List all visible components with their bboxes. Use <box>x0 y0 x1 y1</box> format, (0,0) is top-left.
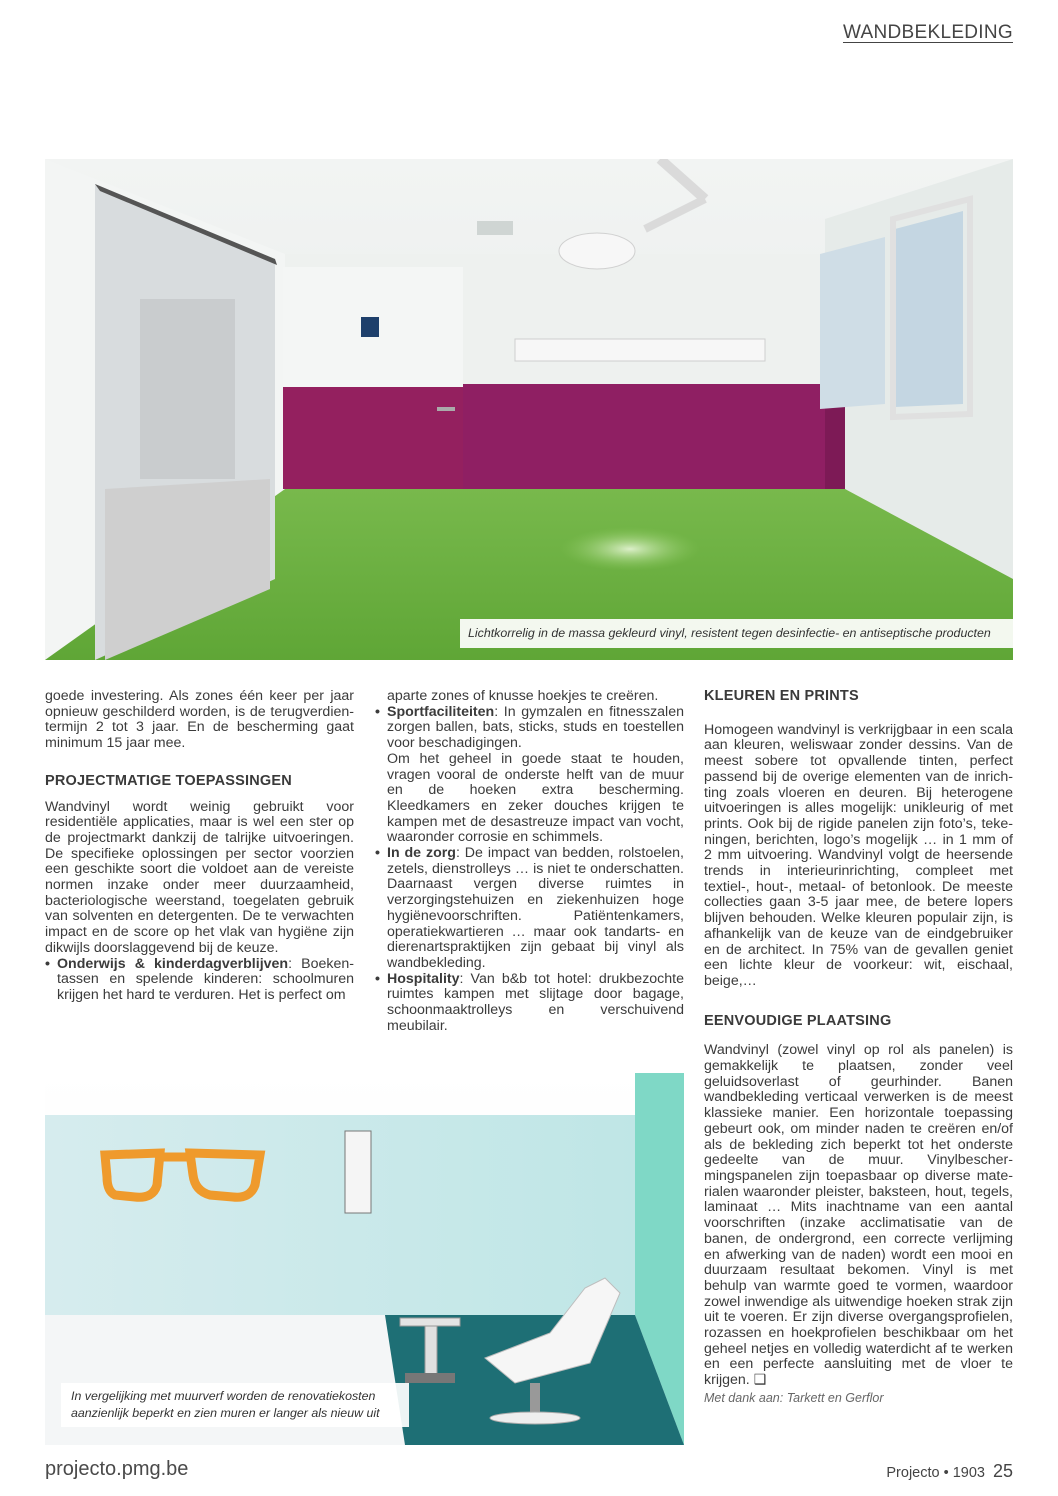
caption-line-1: In vergelijking met muurverf worden de renovatiekosten <box>71 1389 376 1403</box>
caption-line-2: aanzienlijk beperkt en zien muren er langer als nieuw uit <box>71 1406 380 1420</box>
paragraph-projectmatige: Wandvinyl wordt weinig gebruikt voor residentiële applicaties, maar is wel een ster op de projectmarkt dankzij de talrijke uitvoeringen. De specifieke oplossingen per sector voorzien een geschikte soort die voldoet aan de vereiste normen inzake onder meer duurzaamheid, bacteriologische weerstand, toegelaten gebruik van solventen en detergenten. De te verwachten impact en de score op het vlak van hygiëne zijn dikwijls doorslaggevend bij de keuze. <box>45 798 354 956</box>
bullet-title: Hospitality <box>387 970 460 987</box>
section-title: WANDBEKLEDING <box>842 22 1013 43</box>
paragraph-plaatsing <box>704 1043 1013 1388</box>
column-1 <box>45 689 354 1004</box>
operating-room-illustration <box>45 159 1013 660</box>
paragraph-intro: goede investering. Als zones één keer per jaar opnieuw geschilderd worden, is de terugverdientermijn 2 tot 3 jaar. En de bescherming gaat minimum 15 jaar mee. <box>45 688 354 752</box>
paragraph-sport: Om het geheel in goede staat te houden, vragen vooral de onderste helft van de muur en de hoeken extra bescherming. Kleedkamers en zeker douches krijgen te kampen met de desastreuze impact van vocht, waaronder corrosie en schimmels. <box>387 750 684 846</box>
column-3 <box>704 689 1013 1407</box>
footer-url-link[interactable]: projecto.pmg.be <box>45 1458 189 1480</box>
photo-operating-room <box>45 159 1013 660</box>
paragraph-plaatsing-text: Wandvinyl (zowel vinyl op rol als panelen) is gemakkelijk te plaatsen, zonder veel geluidsoverlast of geurhinder. Banen wandbekleding verticaal verwerken is de meest klassieke manier. Een horizontale toepassing gebeurt ook, om minder naden te creëren en/of als de bekleding zich beperkt tot het onderste gedeelte van de muur. Vinylbeschermingspanelen zijn toepasbaar op diverse materialen waaronder pleister, baksteen, hout, tegels, laminaat … Mits inachtname van een aantal voorschriften (inzake acclimatisatie van de banen, de ondergrond, een correcte verlijming en afwerking van de naden) wordt een mooi en duurzaam resultaat bekomen. Vinyl is met behulp van warmte goed te vormen, waardoor zowel inwendige als uitwendige hoeken strak zijn uit te voeren. Er zijn diverse overgangsprofielen, rozassen en hoekprofielen beschikbaar om het geheel netjes en volledig waterdicht af te werken en een perfecte aansluiting met de vloer te krijgen. <box>704 1042 1013 1389</box>
column-2 <box>375 689 684 1034</box>
heading-projectmatige: PROJECTMATIGE TOEPASSINGEN <box>45 772 292 789</box>
bullet-text: : Boekentassen en spelende kinderen: schoolmuren krijgen het hard te verduren. Het is perfect om <box>57 955 354 1003</box>
bullet-text: : De impact van bedden, rolstoelen, zetels, dienstrolleys … is niet te onderschatten. Daarnaast vergen diverse ruimtes in verzorgingstehuizen en ziekenhuizen hoge hygiënevoorschriften. Patiëntenkamers, operatiekwartieren … maar ook tandarts- en dierenartspraktijken zijn gebaat bij vinyl als wandbekleding. <box>387 845 684 971</box>
heading-kleuren: KLEUREN EN PRINTS <box>704 688 859 704</box>
bullet-hospitality <box>375 972 684 1035</box>
paragraph-kleuren: Homogeen wandvinyl is verkrijgbaar in een scala aan kleuren, weliswaar zonder dessins. Van de meest sobere tot opvallende tinten, perfect passend bij de overige elementen van de inrichting zoals vloeren en deuren. Bij heterogene uitvoeringen is alles mogelijk: unikleurig of met prints. Ook bij de rigide panelen zijn foto’s, tekeningen, berichten, logo’s mogelijk … in 1 mm of 2 mm uitvoering. Wandvinyl volgt de heersende trends in interieurinrichting, compleet met textiel-, hout-, metaal- of betonlook. De meeste collecties gaan 3-5 jaar mee, de betere lopers blijven behouden. Welke kleuren populair zijn, is afhankelijk van de keuze van de eindgebruiker en de architect. In 75% van de gevallen geniet een lichte kleur de voorkeur: wit, eischaal, beige,… <box>704 721 1013 989</box>
end-mark: ❑ <box>753 1372 767 1389</box>
heading-plaatsing: EENVOUDIGE PLAATSING <box>704 1012 892 1029</box>
page-number: 25 <box>992 1461 1013 1481</box>
bullet-title: Onderwijs & kinderdagverblijven <box>57 955 289 972</box>
bullet-sport <box>375 705 684 752</box>
photo-caption-bottom <box>61 1383 409 1427</box>
photo-caption-top: Lichtkorrelig in de massa gekleurd vinyl, resistent tegen desinfectie- en antiseptische producten <box>460 619 1013 648</box>
bullet-zorg <box>375 846 684 972</box>
magazine-issue: Projecto • 1903 <box>886 1465 985 1481</box>
bullet-text: : Van b&b tot hotel: drukbezochte ruimtes kampen met slijtage door bagage, schoonmaaktrolleys en verschuivend meubilair. <box>387 970 684 1034</box>
paragraph-continued: aparte zones of knusse hoekjes te creëren. <box>387 688 659 704</box>
footer-folio <box>886 1461 1013 1482</box>
photo-credit: Met dank aan: Tarkett en Gerflor <box>704 1390 884 1405</box>
bullet-title: In de zorg <box>387 845 456 862</box>
bullet-title: Sportfaciliteiten <box>387 703 495 720</box>
bullet-text: : In gymzalen en fitnesszalen zorgen ballen, bats, sticks, studs en toestellen voor beschadigingen. <box>387 703 684 752</box>
bullet-onderwijs <box>45 957 354 1004</box>
photo-optician-room <box>45 1073 684 1445</box>
